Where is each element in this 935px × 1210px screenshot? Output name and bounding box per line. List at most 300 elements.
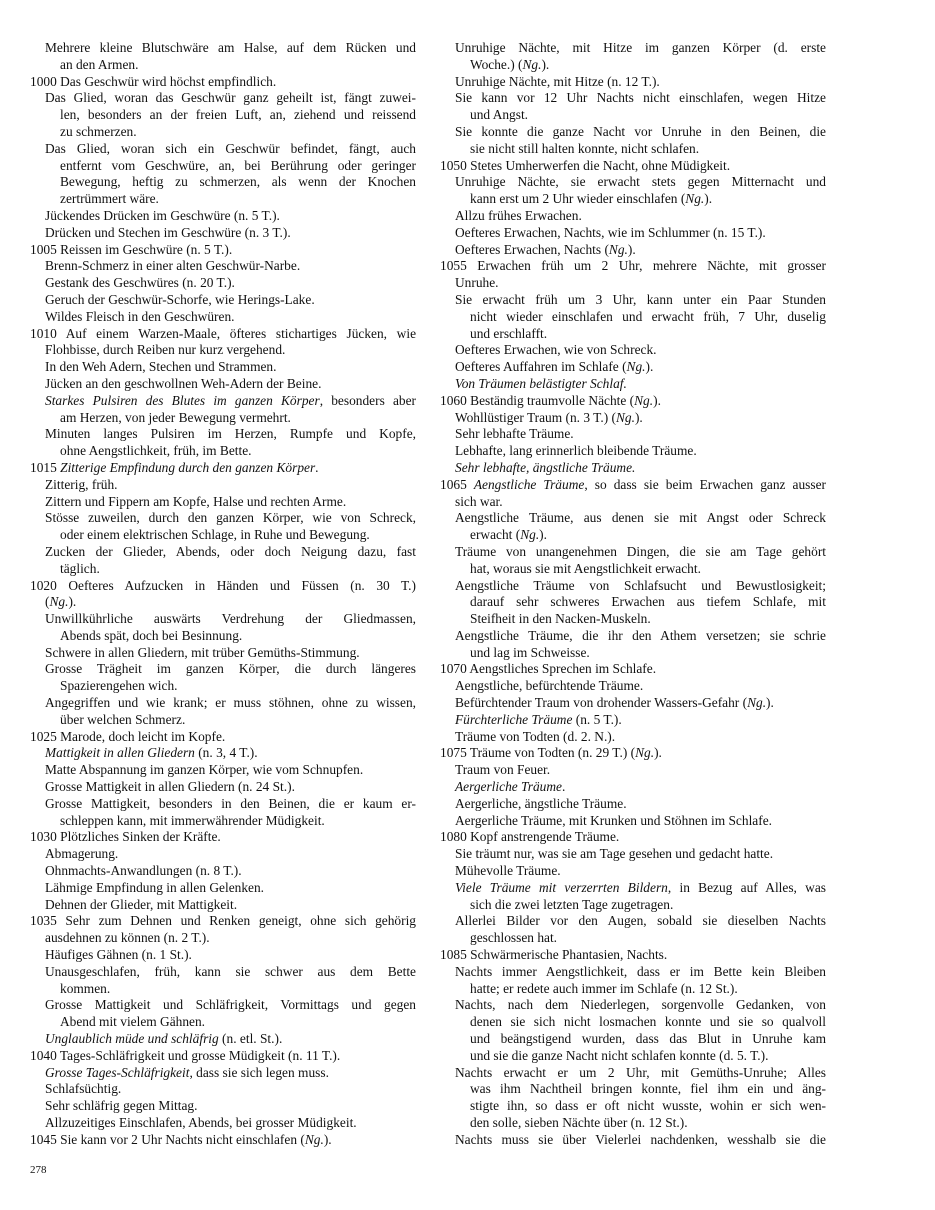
text-line	[30, 342, 416, 359]
entry-number: 1080	[440, 829, 467, 845]
line-text	[45, 846, 118, 863]
text-segment: Allzuzeitiges Einschlafen, Abends, bei grosser Müdigkeit.	[45, 1115, 357, 1130]
italic-segment: Ng.	[608, 241, 628, 257]
line-text	[470, 1014, 826, 1031]
line-text	[45, 997, 416, 1014]
line-text	[455, 880, 826, 897]
line-text	[45, 208, 280, 225]
text-line	[30, 477, 416, 494]
entry-number: 1060	[440, 392, 467, 408]
text-segment: (n. etl. St.).	[218, 1031, 283, 1047]
text-segment: Das Glied, woran sich ein Geschwür befindet, fängt, auch	[45, 140, 416, 156]
text-segment: was ihm Nachtheil bringen konnte, fiel ihm ein und äng-	[470, 1081, 826, 1097]
text-segment: kann erst um 2 Uhr wieder einschlafen (	[470, 191, 686, 207]
text-segment: und sie die ganze Nacht nicht schlafen konnte (d. 5. T.).	[470, 1047, 769, 1063]
text-segment: Nachts muss sie über Vielerlei nachdenken, wesshalb sie die	[455, 1131, 826, 1147]
line-text	[45, 40, 416, 57]
text-line	[440, 964, 826, 981]
entry-number: 1010	[30, 325, 57, 341]
line-text	[470, 981, 738, 998]
italic-segment: Sehr lebhafte, ängstliche Träume.	[455, 459, 636, 475]
line-text	[470, 1098, 826, 1115]
italic-segment: Aergerliche Träume	[455, 779, 562, 795]
text-segment: zu schmerzen.	[60, 123, 137, 139]
text-line	[30, 174, 416, 191]
text-line	[440, 275, 826, 292]
text-line	[30, 813, 416, 830]
text-segment: Grosse Mattigkeit und Schläfrigkeit, Vormittags und gegen	[45, 997, 416, 1013]
text-line	[440, 678, 826, 695]
text-segment: Zittern und Fippern am Kopfe, Halse und rechten Arme.	[45, 493, 347, 509]
text-line	[440, 527, 826, 544]
text-segment: Jücken an den geschwollnen Weh-Adern der Beine.	[45, 375, 322, 391]
text-line	[30, 141, 416, 158]
text-segment: In den Weh Adern, Stechen und Strammen.	[45, 359, 277, 375]
text-line	[440, 645, 826, 662]
text-segment: Reissen im Geschwüre (n. 5 T.).	[60, 241, 233, 257]
text-line	[30, 829, 416, 846]
text-line	[30, 275, 416, 292]
line-text	[455, 410, 643, 427]
line-text	[455, 74, 660, 91]
text-segment: an den Armen.	[60, 56, 139, 72]
line-text	[45, 1081, 121, 1098]
line-text	[45, 880, 264, 897]
line-text	[45, 258, 300, 275]
text-line	[30, 124, 416, 141]
text-segment: ).	[541, 56, 550, 72]
line-text	[470, 191, 712, 208]
text-line	[30, 40, 416, 57]
text-segment: oder einem elektrischen Schlage, in Ruhe und Bewegung.	[60, 527, 370, 543]
line-text	[455, 242, 636, 259]
text-line	[440, 342, 826, 359]
line-text	[45, 745, 258, 762]
italic-segment: Ng.	[685, 191, 705, 207]
text-segment: Sie träumt nur, was sie am Tage gesehen und gedacht hatte.	[455, 846, 774, 862]
line-text	[30, 913, 416, 930]
text-line	[440, 1081, 826, 1098]
text-segment: ).	[704, 191, 713, 207]
text-line	[30, 90, 416, 107]
text-line	[30, 208, 416, 225]
text-line	[30, 1048, 416, 1065]
text-line	[30, 292, 416, 309]
line-text	[30, 829, 221, 846]
text-segment: Nachts erwacht er um 2 Uhr, mit Gemüths-Unruhe; Alles	[455, 1064, 826, 1080]
text-segment: Wohllüstiger Traum (n. 3 T.) (	[455, 409, 616, 425]
text-line	[440, 124, 826, 141]
line-text	[60, 981, 110, 998]
line-text	[45, 930, 210, 947]
line-text	[440, 829, 619, 846]
line-text	[455, 426, 574, 443]
line-text	[440, 393, 661, 410]
text-segment: (	[45, 594, 50, 610]
text-segment: den solle, sieben Nächte über (n. 12 St.).	[470, 1115, 688, 1130]
entry-number: 1085	[440, 947, 467, 963]
line-text	[470, 561, 701, 578]
line-text	[455, 292, 826, 309]
line-text	[60, 57, 138, 74]
text-segment: Grosse Mattigkeit in allen Gliedern (n. 24 St.).	[45, 779, 295, 795]
text-line	[440, 1065, 826, 1082]
text-line	[30, 410, 416, 427]
line-text	[60, 712, 185, 729]
text-line	[30, 628, 416, 645]
line-text	[455, 510, 826, 527]
text-segment: Beständig traumvolle Nächte (	[470, 392, 635, 408]
text-segment: Träume von Todten (n. 29 T.) (	[469, 745, 636, 761]
line-text	[60, 107, 416, 124]
text-segment: Sie kann vor 2 Uhr Nachts nicht einschlafen (	[60, 1131, 305, 1147]
text-segment: Jückendes Drücken im Geschwüre (n. 5 T.).	[45, 207, 280, 223]
line-text	[455, 779, 565, 796]
line-text	[455, 913, 826, 930]
text-segment: Brenn-Schmerz in einer alten Geschwür-Narbe.	[45, 258, 301, 274]
text-line	[30, 158, 416, 175]
text-line	[30, 611, 416, 628]
italic-segment: Ng.	[49, 594, 69, 610]
text-segment: Lähmige Empfindung in allen Gelenken.	[45, 879, 265, 895]
line-text	[455, 40, 826, 57]
text-line	[440, 326, 826, 343]
text-segment: Träume von unangenehmen Dingen, die sie am Tage gehört	[455, 543, 826, 559]
italic-segment: Ng.	[634, 392, 654, 408]
text-line	[30, 544, 416, 561]
text-line	[440, 611, 826, 628]
text-segment: ).	[68, 594, 77, 610]
italic-segment: Ng.	[304, 1131, 324, 1147]
text-segment: Aergerliche, ängstliche Träume.	[455, 795, 627, 811]
text-line	[440, 695, 826, 712]
entry-number: 1000	[30, 73, 57, 89]
text-line	[30, 494, 416, 511]
line-text	[470, 326, 547, 343]
text-line	[440, 897, 826, 914]
text-segment: , besonders aber	[319, 392, 416, 408]
text-segment: Unruhige Nächte, mit Hitze (n. 12 T.).	[455, 73, 660, 89]
text-line	[30, 1132, 416, 1149]
text-segment: darauf sehr schweres Erwachen aus tiefem Schlafe, mit	[470, 594, 826, 610]
line-text	[45, 594, 76, 611]
line-text	[45, 494, 346, 511]
entry-number: 1030	[30, 829, 57, 845]
line-text	[455, 124, 826, 141]
line-text	[455, 376, 627, 393]
text-segment: Zucken der Glieder, Abends, oder doch Neigung dazu, fast	[45, 543, 416, 559]
line-text	[45, 376, 321, 393]
text-segment: geschlossen hat.	[470, 930, 558, 946]
text-line	[440, 1048, 826, 1065]
text-line	[440, 426, 826, 443]
italic-segment: Unglaublich müde und schläfrig	[45, 1031, 219, 1047]
text-segment: Kopf anstrengende Träume.	[470, 829, 620, 845]
text-line	[440, 947, 826, 964]
text-segment: Unruhe.	[455, 275, 499, 291]
line-text	[455, 174, 826, 191]
text-segment: erwacht (	[470, 527, 521, 543]
line-text	[470, 611, 651, 628]
text-segment: Oefteres Auffahren im Schlafe (	[455, 359, 627, 375]
text-line	[440, 57, 826, 74]
text-segment: Oefteres Erwachen, wie von Schreck.	[455, 342, 657, 358]
line-text	[45, 695, 416, 712]
line-text	[455, 90, 826, 107]
text-line	[30, 393, 416, 410]
text-segment: Sie erwacht früh um 3 Uhr, kann unter ein Paar Stunden	[455, 291, 826, 307]
line-text	[45, 275, 235, 292]
text-line	[440, 410, 826, 427]
text-segment: täglich.	[60, 560, 100, 576]
text-segment: Oefteres Aufzucken in Händen und Füssen (n. 30 T.)	[68, 577, 416, 593]
text-line	[30, 242, 416, 259]
line-text	[45, 292, 315, 309]
text-line	[440, 225, 826, 242]
text-line	[30, 947, 416, 964]
line-text	[455, 225, 766, 242]
line-text	[455, 762, 550, 779]
line-text	[455, 813, 772, 830]
text-segment: Angegriffen und wie krank; er muss stöhnen, ohne zu wissen,	[45, 695, 416, 711]
entry-number: 1065	[440, 476, 467, 492]
line-text	[470, 309, 826, 326]
italic-segment: Ng.	[522, 56, 542, 72]
text-segment: Lebhafte, lang erinnerlich bleibende Träume.	[455, 443, 697, 459]
line-text	[440, 745, 662, 762]
text-segment: Aergerliche Träume, mit Krunken und Stöhnen im Schlafe.	[455, 812, 772, 828]
line-text	[30, 1132, 332, 1149]
text-line	[440, 158, 826, 175]
line-text	[455, 712, 622, 729]
text-line	[30, 1031, 416, 1048]
italic-segment: Fürchterliche Träume	[455, 711, 573, 727]
italic-segment: Von Träumen belästigter Schlaf.	[455, 375, 627, 391]
line-text	[60, 443, 252, 460]
line-text	[45, 762, 363, 779]
text-line	[440, 1098, 826, 1115]
text-line	[30, 964, 416, 981]
text-line	[30, 796, 416, 813]
text-segment: Sie konnte die ganze Nacht vor Unruhe in den Beinen, die	[455, 123, 826, 139]
text-line	[440, 544, 826, 561]
text-line	[440, 594, 826, 611]
line-text	[45, 645, 360, 662]
text-line	[440, 628, 826, 645]
text-segment: Grosse Trägheit im ganzen Körper, die durch längeres	[45, 661, 416, 677]
line-text	[455, 275, 499, 292]
text-line	[30, 376, 416, 393]
text-line	[440, 745, 826, 762]
line-text	[455, 1065, 826, 1082]
entry-number: 1025	[30, 728, 57, 744]
text-line	[440, 359, 826, 376]
text-segment: Tages-Schläfrigkeit und grosse Müdigkeit (n. 11 T.).	[59, 1047, 341, 1063]
text-line	[30, 930, 416, 947]
text-segment: Bewegung, heftig zu schmerzen, als wenn der Knochen	[60, 174, 416, 190]
line-text	[45, 90, 416, 107]
text-line	[440, 930, 826, 947]
line-text	[45, 426, 416, 443]
line-text	[470, 645, 590, 662]
text-segment: Oefteres Erwachen, Nachts, wie im Schlummer (n. 15 T.).	[455, 224, 766, 240]
line-text	[30, 460, 319, 477]
line-text	[455, 1132, 826, 1149]
text-segment: Drücken und Stechen im Geschwüre (n. 3 T.).	[45, 224, 291, 240]
text-segment: Träume von Todten (d. 2. N.).	[455, 728, 616, 744]
line-text	[30, 326, 416, 343]
text-line	[440, 74, 826, 91]
text-line	[440, 1014, 826, 1031]
text-segment: Mehrere kleine Blutschwäre am Halse, auf dem Rücken und	[45, 40, 416, 55]
entry-number: 1035	[30, 913, 57, 929]
text-segment: stigte ihn, so dass er oft nicht wusste, wohin er sich wen-	[470, 1098, 826, 1114]
line-text	[470, 1081, 826, 1098]
text-segment: (n. 5 T.).	[572, 711, 622, 727]
italic-segment: Ng.	[626, 359, 646, 375]
text-segment: Plötzliches Sinken der Kräfte.	[60, 829, 221, 845]
left-column	[30, 40, 416, 1149]
text-line	[440, 141, 826, 158]
text-line	[440, 1031, 826, 1048]
text-line	[440, 829, 826, 846]
italic-segment: Mattigkeit in allen Gliedern	[45, 745, 195, 761]
text-segment: Unruhige Nächte, mit Hitze im ganzen Körper (d. erste	[455, 40, 826, 55]
text-segment: Stetes Umherwerfen die Nacht, ohne Müdigkeit.	[470, 157, 731, 173]
text-segment: sich war.	[455, 493, 503, 509]
text-line	[440, 846, 826, 863]
text-line	[440, 208, 826, 225]
text-line	[30, 897, 416, 914]
line-text	[30, 74, 276, 91]
line-text	[45, 1098, 197, 1115]
text-line	[440, 762, 826, 779]
text-line	[30, 645, 416, 662]
line-text	[45, 1115, 357, 1132]
entry-number: 1020	[30, 577, 57, 593]
text-line	[440, 510, 826, 527]
text-segment: Unruhige Nächte, sie erwacht stets gegen Mitternacht und	[455, 174, 826, 190]
text-segment: ).	[645, 359, 654, 375]
line-text	[440, 158, 730, 175]
text-segment: Zitterig, früh.	[45, 476, 118, 492]
text-segment: Schlafsüchtig.	[45, 1081, 122, 1097]
text-line	[30, 359, 416, 376]
text-line	[440, 729, 826, 746]
line-text	[455, 678, 643, 695]
line-text	[45, 1065, 329, 1082]
text-line	[440, 779, 826, 796]
text-line	[30, 779, 416, 796]
line-text	[45, 510, 416, 527]
line-text	[470, 930, 557, 947]
line-text	[440, 477, 826, 494]
text-segment: Woche.) (	[470, 56, 523, 72]
italic-segment: Ng.	[635, 745, 655, 761]
text-line	[440, 242, 826, 259]
text-segment: Matte Abspannung im ganzen Körper, wie vom Schnupfen.	[45, 762, 364, 778]
text-line	[440, 712, 826, 729]
text-segment: Aengstliche Träume von Schlafsucht und Bewustlosigkeit;	[455, 577, 826, 593]
line-text	[45, 309, 235, 326]
line-text	[45, 544, 416, 561]
text-line	[30, 309, 416, 326]
text-line	[440, 191, 826, 208]
line-text	[470, 527, 547, 544]
text-segment: Sehr zum Dehnen und Renken geneigt, ohne sich gehörig	[65, 913, 416, 929]
italic-segment: Ng.	[747, 695, 767, 711]
italic-segment: Aengstliche Träume	[473, 476, 585, 492]
text-line	[440, 981, 826, 998]
text-segment: Sie kann vor 12 Uhr Nachts nicht einschlafen, wegen Hitze	[455, 90, 826, 106]
text-segment: ).	[539, 527, 547, 543]
line-text	[455, 863, 561, 880]
text-line	[30, 762, 416, 779]
text-line	[440, 494, 826, 511]
text-segment: Erwachen früh um 2 Uhr, mehrere Nächte, mit grosser	[477, 258, 826, 274]
line-text	[60, 813, 325, 830]
text-segment: .	[315, 459, 319, 475]
text-segment: Aengstliches Sprechen im Schlafe.	[469, 661, 657, 677]
text-segment: Minuten langes Pulsiren im Herzen, Rumpfe und Kopfe,	[45, 426, 416, 442]
italic-segment: Grosse Tages-Schläfrigkeit	[45, 1064, 190, 1080]
text-segment: , in Bezug auf Alles, was	[667, 879, 827, 895]
text-line	[30, 561, 416, 578]
line-text	[60, 410, 291, 427]
line-text	[60, 561, 100, 578]
text-line	[440, 292, 826, 309]
text-segment: Nachts immer Aengstlichkeit, dass er im Bette kein Bleiben	[455, 963, 826, 979]
text-line	[30, 913, 416, 930]
line-text	[45, 225, 291, 242]
line-text	[60, 678, 178, 695]
line-text	[455, 208, 582, 225]
text-line	[30, 107, 416, 124]
page-number: 278	[30, 1164, 47, 1176]
line-text	[45, 477, 118, 494]
italic-segment: Viele Träume mit verzerrten Bildern	[455, 879, 668, 895]
text-line	[30, 846, 416, 863]
text-line	[30, 1081, 416, 1098]
text-segment: am Herzen, von jeder Bewegung vermehrt.	[60, 409, 291, 425]
text-segment: nicht wieder einschlafen und erwacht früh, 7 Uhr, duselig	[470, 308, 826, 324]
text-line	[30, 880, 416, 897]
text-line	[30, 225, 416, 242]
text-line	[30, 1014, 416, 1031]
text-segment: ).	[634, 409, 643, 425]
text-line	[440, 997, 826, 1014]
text-segment: ).	[654, 745, 662, 761]
line-text	[455, 695, 774, 712]
text-line	[440, 309, 826, 326]
text-line	[30, 661, 416, 678]
text-line	[440, 477, 826, 494]
text-segment: Steifheit in den Nacken-Muskeln.	[470, 611, 651, 627]
text-segment: Mühevolle Träume.	[455, 863, 561, 879]
text-segment: Geruch der Geschwür-Schorfe, wie Herings-Lake.	[45, 291, 315, 307]
line-text	[60, 527, 370, 544]
entry-number: 1055	[440, 258, 467, 274]
text-line	[30, 863, 416, 880]
text-segment: zertrümmert wäre.	[60, 191, 159, 207]
text-segment: ).	[323, 1131, 332, 1147]
text-segment: Unausgeschlafen, früh, kann sie schwer aus dem Bette	[45, 963, 416, 979]
line-text	[470, 57, 549, 74]
line-text	[455, 729, 615, 746]
text-line	[30, 510, 416, 527]
text-line	[30, 1115, 416, 1132]
line-text	[45, 779, 295, 796]
